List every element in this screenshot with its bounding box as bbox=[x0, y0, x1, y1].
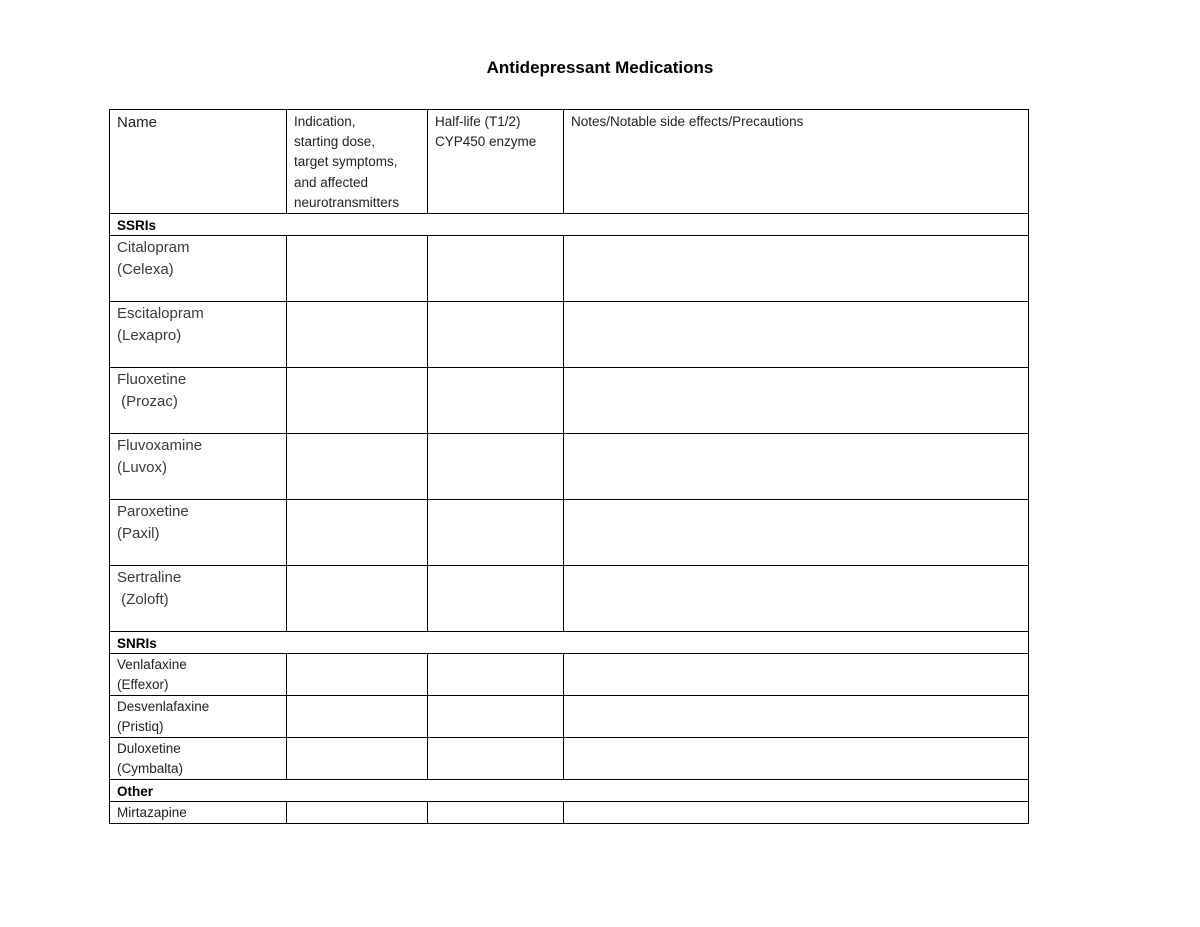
drug-brand: (Zoloft) bbox=[117, 591, 169, 609]
drug-generic: Citalopram bbox=[117, 239, 190, 257]
half-life-cell[interactable] bbox=[428, 566, 564, 632]
notes-cell[interactable] bbox=[564, 696, 1029, 738]
page-title: Antidepressant Medications bbox=[486, 58, 714, 77]
indication-cell[interactable] bbox=[287, 368, 428, 434]
drug-generic: Duloxetine bbox=[117, 741, 181, 757]
indication-cell[interactable] bbox=[287, 696, 428, 738]
indication-cell[interactable] bbox=[287, 654, 428, 696]
header-indication-line: Indication, bbox=[294, 114, 356, 129]
header-indication bbox=[287, 110, 428, 214]
header-indication-line: neurotransmitters bbox=[294, 194, 400, 210]
drug-generic: Fluoxetine bbox=[117, 371, 187, 389]
drug-brand: (Paxil) bbox=[117, 525, 160, 543]
drug-name-cell[interactable] bbox=[110, 368, 287, 434]
drug-brand: (Prozac) bbox=[117, 393, 178, 411]
notes-cell[interactable] bbox=[564, 566, 1029, 632]
table-row bbox=[110, 654, 1029, 696]
drug-brand: (Luvox) bbox=[117, 459, 168, 477]
notes-cell[interactable] bbox=[564, 802, 1029, 824]
drug-name-cell[interactable] bbox=[110, 802, 287, 824]
drug-brand: (Lexapro) bbox=[117, 327, 182, 345]
header-half-life-line: CYP450 enzyme bbox=[435, 134, 537, 150]
table-row bbox=[110, 696, 1029, 738]
half-life-cell[interactable] bbox=[428, 696, 564, 738]
table-row bbox=[110, 738, 1029, 780]
header-half-life-line: Half-life (T1/2) bbox=[435, 114, 521, 129]
notes-cell[interactable] bbox=[564, 654, 1029, 696]
indication-cell[interactable] bbox=[287, 738, 428, 780]
half-life-cell[interactable] bbox=[428, 434, 564, 500]
drug-brand: (Effexor) bbox=[117, 677, 169, 693]
table-row bbox=[110, 566, 1029, 632]
drug-name-cell[interactable] bbox=[110, 696, 287, 738]
drug-name-cell[interactable] bbox=[110, 566, 287, 632]
drug-name-cell[interactable] bbox=[110, 500, 287, 566]
drug-generic: Venlafaxine bbox=[117, 657, 187, 673]
table-row bbox=[110, 802, 1029, 824]
indication-cell[interactable] bbox=[287, 500, 428, 566]
notes-cell[interactable] bbox=[564, 368, 1029, 434]
section-row-other bbox=[110, 780, 1029, 802]
indication-cell[interactable] bbox=[287, 802, 428, 824]
half-life-cell[interactable] bbox=[428, 236, 564, 302]
section-label: Other bbox=[110, 780, 1029, 802]
table-row bbox=[110, 434, 1029, 500]
notes-cell[interactable] bbox=[564, 236, 1029, 302]
drug-generic: Fluvoxamine bbox=[117, 437, 203, 455]
drug-brand: (Pristiq) bbox=[117, 719, 164, 735]
indication-cell[interactable] bbox=[287, 302, 428, 368]
drug-name-cell[interactable] bbox=[110, 302, 287, 368]
medication-table bbox=[109, 109, 1029, 824]
drug-name-cell[interactable] bbox=[110, 236, 287, 302]
header-indication-line: starting dose, bbox=[294, 134, 376, 150]
notes-cell[interactable] bbox=[564, 738, 1029, 780]
table-row bbox=[110, 368, 1029, 434]
indication-cell[interactable] bbox=[287, 434, 428, 500]
section-label: SSRIs bbox=[110, 214, 1029, 236]
indication-cell[interactable] bbox=[287, 566, 428, 632]
notes-cell[interactable] bbox=[564, 434, 1029, 500]
drug-brand: (Celexa) bbox=[117, 261, 174, 279]
indication-cell[interactable] bbox=[287, 236, 428, 302]
header-notes: Notes/Notable side effects/Precautions bbox=[564, 110, 1029, 214]
half-life-cell[interactable] bbox=[428, 738, 564, 780]
table-row bbox=[110, 500, 1029, 566]
drug-generic: Sertraline bbox=[117, 569, 182, 587]
header-indication-line: target symptoms, bbox=[294, 154, 398, 170]
table-row bbox=[110, 236, 1029, 302]
section-row-snri bbox=[110, 632, 1029, 654]
header-name: Name bbox=[110, 110, 287, 214]
header-row bbox=[110, 110, 1029, 214]
drug-name-cell[interactable] bbox=[110, 654, 287, 696]
half-life-cell[interactable] bbox=[428, 368, 564, 434]
drug-generic: Escitalopram bbox=[117, 305, 204, 323]
drug-name-cell[interactable] bbox=[110, 434, 287, 500]
notes-cell[interactable] bbox=[564, 500, 1029, 566]
drug-brand: (Cymbalta) bbox=[117, 761, 184, 777]
half-life-cell[interactable] bbox=[428, 500, 564, 566]
half-life-cell[interactable] bbox=[428, 802, 564, 824]
half-life-cell[interactable] bbox=[428, 654, 564, 696]
table-row bbox=[110, 302, 1029, 368]
section-row-ssri bbox=[110, 214, 1029, 236]
drug-generic: Desvenlafaxine bbox=[117, 699, 210, 715]
drug-generic: Paroxetine bbox=[117, 503, 189, 521]
half-life-cell[interactable] bbox=[428, 302, 564, 368]
section-label: SNRIs bbox=[110, 632, 1029, 654]
header-indication-line: and affected bbox=[294, 174, 369, 190]
drug-name-cell[interactable] bbox=[110, 738, 287, 780]
notes-cell[interactable] bbox=[564, 302, 1029, 368]
drug-generic: Mirtazapine bbox=[117, 805, 187, 821]
header-half-life bbox=[428, 110, 564, 214]
